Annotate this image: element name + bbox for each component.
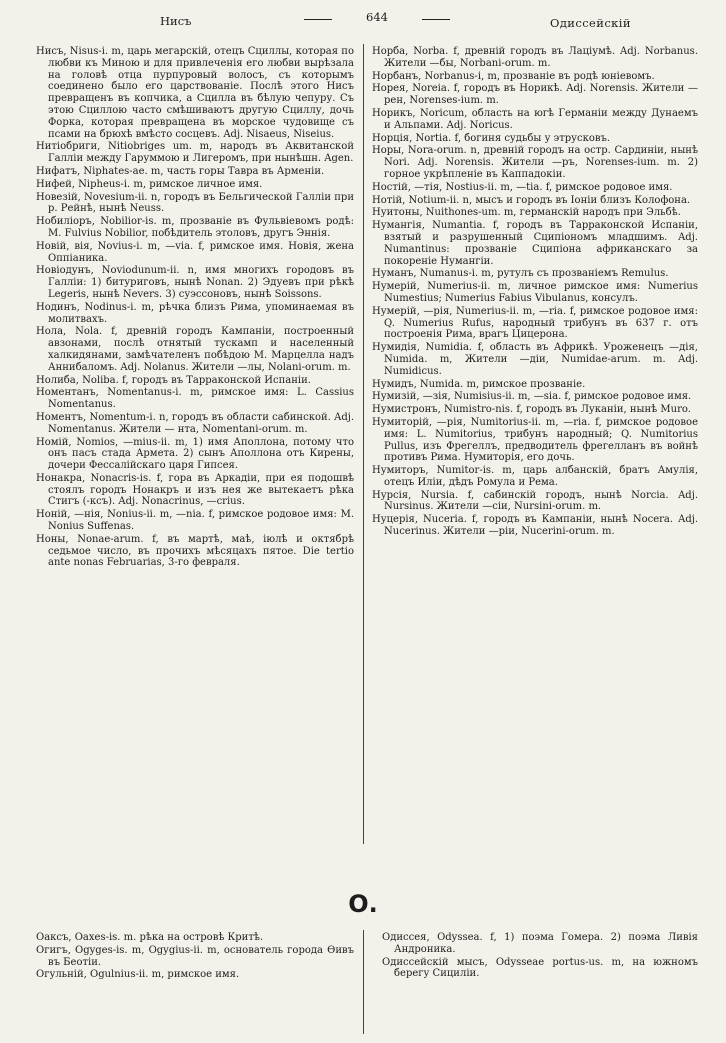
dictionary-entry: Одиссея, Odyssea. f, 1) поэма Гомера. 2) поэма Ливія Андроника.: [382, 932, 698, 955]
dictionary-entry: Норбанъ, Norbanus-i, m, прозваніе въ родѣ юніевомъ.: [372, 70, 655, 82]
page-number: 644: [322, 10, 432, 24]
dictionary-entry: Нифей, Nipheus-i. m, римское личное имя.: [36, 178, 263, 190]
column-divider: [363, 44, 364, 844]
dictionary-entry: Ностій, —тія, Nostius-ii. m, —tia. f, римское родовое имя.: [372, 181, 673, 193]
right-column: [372, 46, 698, 539]
dictionary-entry: Нумидія, Numidia. f, область въ Африкѣ. Уроженецъ —дія, Numida. m, Жители —діи, Numidae-arum. m. Adj. Numidicus.: [372, 342, 698, 377]
dictionary-entry: Огигъ, Ogyges-is. m, Ogygius-ii. m, основатель города Ѳивъ въ Беотіи.: [36, 944, 354, 968]
dictionary-entry: Нитіобриги, Nitiobriges um. m, народъ въ Аквитанской Галліи между Гаруммою и Лигеромъ, при нынѣшн. Agen.: [36, 141, 354, 165]
page-header: [40, 10, 694, 32]
bottom-left-column: [36, 932, 354, 982]
dictionary-entry: Нумерій, Numerius-ii. m, личное римское имя: Numerius Numestius; Numerius Fabius Vibulanus, консулъ.: [372, 281, 698, 304]
dictionary-entry: Нолиба, Noliba. f, городъ въ Тарраконской Испаніи.: [36, 374, 311, 386]
dictionary-entry: Нумиторъ, Numitor-is. m, царь албанскій, братъ Амулія, отецъ Иліи, дѣдъ Ромула и Рема.: [372, 465, 698, 488]
running-head-right: Одиссейскій: [550, 16, 631, 30]
left-column: [36, 46, 354, 570]
dictionary-entry: Нонiй, —нія, Nonius-ii. m, —nia. f, римское родовое имя: M. Nonius Suffenas.: [36, 509, 354, 533]
dictionary-entry: Нуманъ, Numanus-i. m, рутулъ съ прозваніемъ Remulus.: [372, 268, 669, 280]
dictionary-entry: Нотій, Notium-ii. n, мысъ и городъ въ Іоніи близъ Колофона.: [372, 194, 691, 206]
dictionary-entry: Одиссейскій мысъ, Odysseae portus-us. m, на южномъ берегу Сициліи.: [382, 956, 698, 980]
dictionary-entry: Нобиліоръ, Nobilior-is. m, прозваніе въ Фульвіевомъ родѣ: M. Fulvius Nobilior, побѣдитель этоловъ, другъ Эннія.: [36, 216, 354, 239]
dictionary-entry: Новезій, Novesium-ii. n, городъ въ Бельгической Галліи при р. Рейнѣ, нынѣ Neuss.: [36, 191, 354, 215]
dictionary-entry: Норы, Nora-orum. n, древній городъ на остр. Сардиніи, нынѣ Nori. Adj. Norensis. Жители —ръ, Norenses-ium. m. 2) горное укрѣпленіе въ Каппадокіи.: [372, 145, 698, 180]
dictionary-entry: Ноны, Nonae-arum. f, въ мартѣ, маѣ, іюлѣ и октябрѣ седьмое число, въ прочихъ мѣсяцахъ пятое. Die tertio ante nonas Februarias, 3-го февраля.: [36, 533, 354, 569]
dictionary-entry: Нола, Nola. f, древній городъ Кампаніи, построенный авзонами, послѣ отнятый тускамп и населенный халкидянами, замѣчателенъ побѣдою М. Марцелла надъ Аннибаломъ. Adj. Nolanus. Жители —лы, Nolani-orum. m.: [36, 326, 354, 373]
dictionary-entry: Нисъ, Nisus-i. m, царь мегарскій, отецъ Сциллы, которая по любви къ Миною и для привлеченія его любви вырѣзала на головѣ отца пурпуровый волосъ, съ которымъ соединено было его царствованіе. Послѣ этого Нисъ превращенъ въ копчика, а Сцилла въ бѣлую чепуру. Съ этою Сциллою часто смѣшиваютъ другую Сциллу, дочь Форка, которая превращена въ морское чудовище съ псами на брюхѣ вмѣсто сосцевъ. Adj. Nisaeus, Niseius.: [36, 46, 354, 140]
dictionary-entry: Нумиторій, —рія, Numitorius-ii. m, —ria. f, римское родовое имя: L. Numitorius, трибунъ народный; Q. Numitorius Pullus, изъ Фрегеллъ, предводитель фрегелланъ въ войнѣ противъ Рима. Нумиторія, его дочь.: [372, 416, 698, 464]
dictionary-entry: Норикъ, Noricum, область на югѣ Германіи между Дунаемъ и Альпами. Adj. Noricus.: [372, 107, 698, 131]
dictionary-entry: Норея, Noreia. f, городъ въ Норикѣ. Adj. Norensis. Жители —рен, Norenses-ium. m.: [372, 83, 698, 107]
dictionary-entry: Нумангія, Numantia. f, городъ въ Тарраконской Испаніи, взятый и разрушенный Сципіономъ младшимъ. Adj. Numantinus: прозваніе Сципіона африканскаго за покореніе Нумангіи.: [372, 220, 698, 267]
dictionary-entry: Номій, Nomios, —mius-ii. m, 1) имя Аполлона, потому что онъ пасъ стада Армета. 2) сынъ Аполлона отъ Кирены, дочери Фессалійскаго царя Гипсея.: [36, 436, 354, 472]
dictionary-entry: Новіодунъ, Noviodunum-ii. n, имя многихъ городовъ въ Галліи: 1) битуриговъ, нынѣ Nonan. 2) Эдуевъ при рѣкѣ Legeris, нынѣ Nevers. 3) суэссоновъ, нынѣ Soissons.: [36, 265, 354, 300]
dictionary-entry: Нумизій, —зія, Numisius-ii. m, —sia. f, римское родовое имя.: [372, 391, 692, 403]
dictionary-entry: Нуитоны, Nuithones-um. m, германскій народъ при Эльбѣ.: [372, 207, 681, 219]
bottom-column-divider: [363, 930, 364, 1034]
running-head-left: Нисъ: [160, 14, 192, 28]
dictionary-entry: Нодинъ, Nodinus-i. m, рѣчка близъ Рима, упоминаемая въ молитвахъ.: [36, 301, 354, 325]
dictionary-entry: Нуцерія, Nuceria. f, городъ въ Кампаніи, нынѣ Nocera. Adj. Nucerinus. Жители —ріи, Nucerini-orum. m.: [372, 514, 698, 538]
dictionary-entry: Оаксъ, Oaxes-is. m. рѣка на островѣ Критѣ.: [36, 932, 264, 943]
dictionary-entry: Нурсія, Nursia. f, сабинскій городъ, нынѣ Norcia. Adj. Nursinus. Жители —сіи, Nursini-orum. m.: [372, 489, 698, 513]
dictionary-entry: Номентанъ, Nomentanus-i. m, римское имя: L. Cassius Nomentanus.: [36, 387, 354, 411]
dictionary-entry: Нумистронъ, Numistro-nis. f, городъ въ Луканіи, нынѣ Muro.: [372, 404, 691, 416]
dictionary-entry: Нумерій, —рія, Numerius-ii. m, —ria. f, римское родовое имя: Q. Numerius Rufus, народный трибунъ въ 637 г. отъ построенія Рима, врагъ Цицерона.: [372, 305, 698, 341]
dictionary-entry: Новій, вія, Novius-i. m, —via. f, римское имя. Новія, жена Оппіаника.: [36, 240, 354, 264]
dictionary-entry: Нифатъ, Niphates-ae. m, часть горы Тавра въ Арменіи.: [36, 165, 325, 177]
dictionary-entry: Нумидъ, Numida. m, римское прозваніе.: [372, 378, 586, 390]
section-letter-heading: О.: [348, 890, 378, 918]
dictionary-entry: Норба, Norba. f, древній городъ въ Лаціумѣ. Adj. Norbanus. Жители —бы, Norbani-orum. m.: [372, 46, 698, 69]
dictionary-entry: Норція, Nortia. f, богиня судьбы у этрусковъ.: [372, 132, 611, 144]
dictionary-entry: Номентъ, Nomentum-i. n, городъ въ области сабинской. Adj. Nomentanus. Жители — нта, Nomentani-orum. m.: [36, 411, 354, 435]
bottom-right-column: [382, 932, 698, 981]
dictionary-entry: Нонакра, Nonacris-is. f, гора въ Аркадіи, при ея подошвѣ стоялъ городъ Нонакръ и изъ нея же вытекаетъ рѣка Стигъ (-ксъ). Adj. Nonacrinus, —crius.: [36, 472, 354, 508]
dictionary-entry: Огульній, Ogulnius-ii. m, римское имя.: [36, 969, 240, 981]
